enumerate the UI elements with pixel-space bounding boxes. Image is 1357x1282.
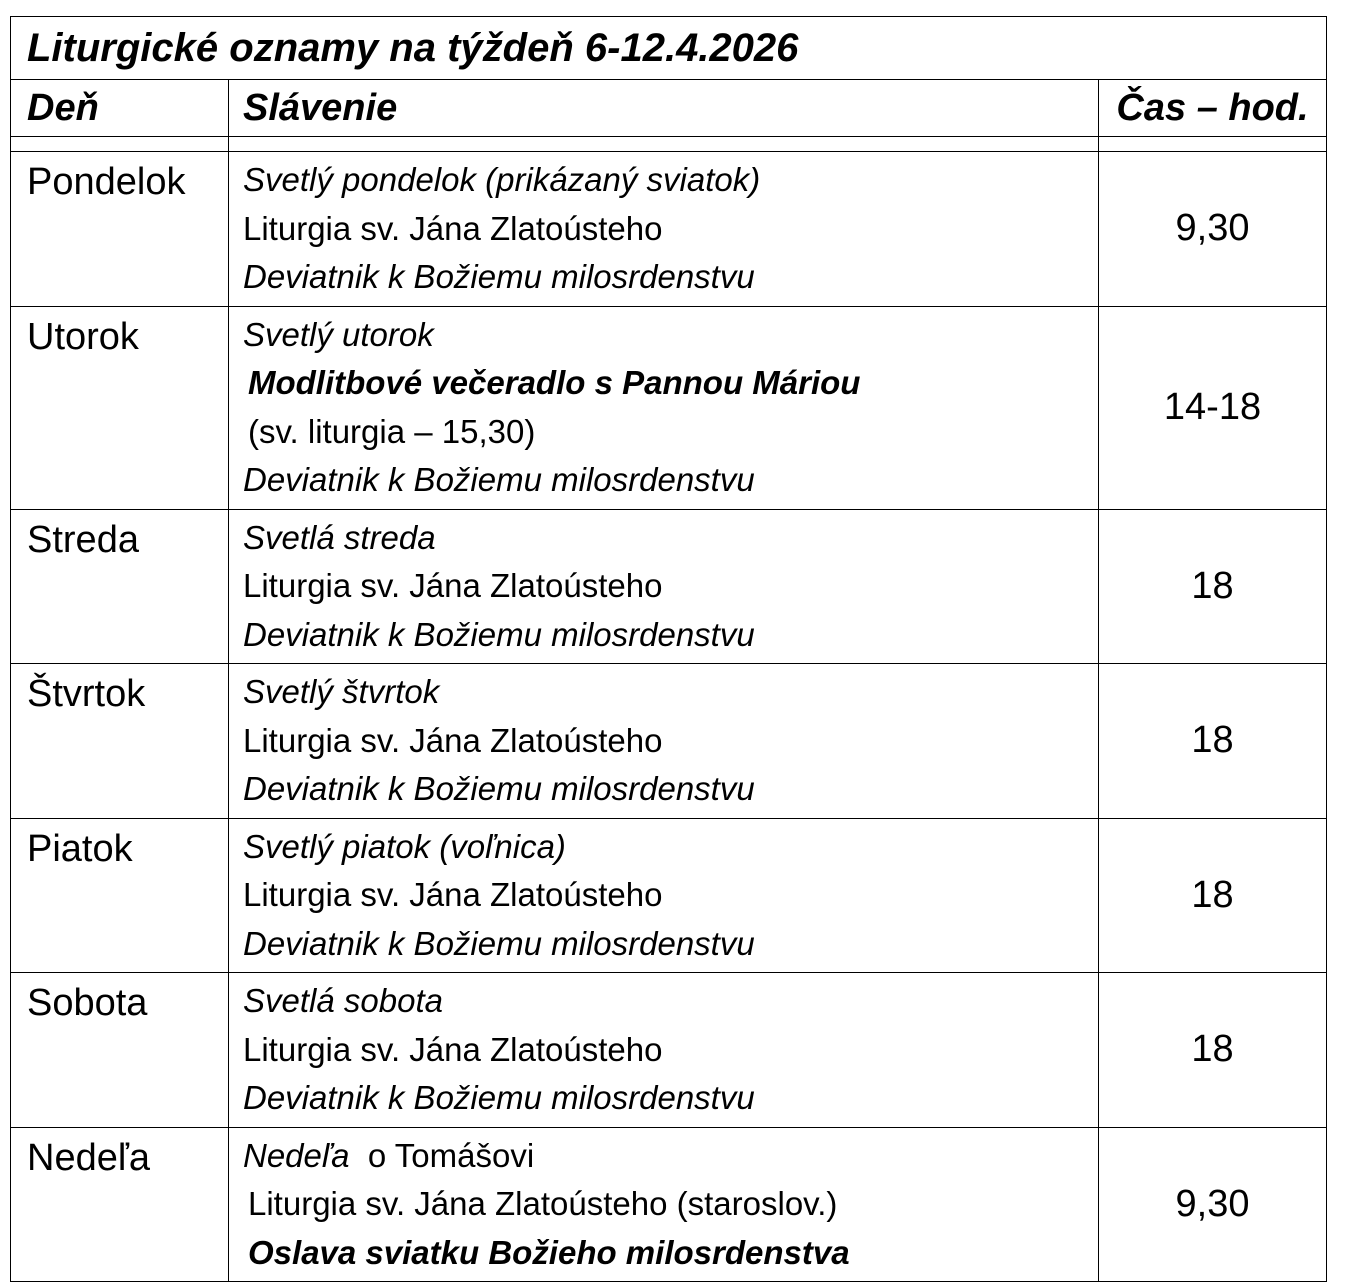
- celebration-line-text: Svetlý štvrtok: [243, 673, 440, 710]
- day-cell: Nedeľa: [11, 1127, 229, 1282]
- celebration-line: [243, 311, 1098, 360]
- celebration-line: [243, 156, 1098, 205]
- celebration-line: [243, 514, 1098, 563]
- announcement-sheet: [10, 16, 1326, 1282]
- celebration-line-text: Svetlá sobota: [243, 982, 443, 1019]
- celebration-line: [243, 359, 1098, 408]
- title-row: [11, 17, 1327, 80]
- spacer-cell: [229, 137, 1099, 152]
- day-cell: Pondelok: [11, 152, 229, 307]
- day-cell: Sobota: [11, 973, 229, 1128]
- celebration-line-text: Modlitbové večeradlo s Pannou Máriou: [248, 364, 861, 401]
- celebration-line-text: (sv. liturgia – 15,30): [248, 412, 536, 450]
- celebration-line: [243, 253, 1098, 302]
- table-row: [11, 306, 1327, 509]
- celebration-line: [243, 717, 1098, 766]
- time-cell: 9,30: [1099, 152, 1327, 307]
- table-row: [11, 1127, 1327, 1282]
- celebration-cell: [229, 973, 1099, 1128]
- celebration-line-text: Liturgia sv. Jána Zlatoústeho: [243, 721, 663, 759]
- celebration-line-text: Svetlá streda: [243, 518, 436, 556]
- celebration-line-text: Oslava sviatku Božieho milosrdenstva: [248, 1233, 850, 1271]
- celebration-line-text: Deviatnik k Božiemu milosrdenstvu: [243, 615, 755, 653]
- celebration-line-text: Deviatnik k Božiemu milosrdenstvu: [243, 924, 755, 962]
- celebration-line: [243, 871, 1098, 920]
- celebration-line: [243, 408, 1098, 457]
- day-cell: Utorok: [11, 306, 229, 509]
- celebration-line-text: Deviatnik k Božiemu milosrdenstvu: [243, 1079, 755, 1116]
- time-cell: 18: [1099, 664, 1327, 819]
- celebration-line-text: Liturgia sv. Jána Zlatoústeho (staroslov.): [248, 1185, 838, 1222]
- celebration-cell: [229, 1127, 1099, 1282]
- celebration-cell: [229, 664, 1099, 819]
- header-row: [11, 80, 1327, 137]
- celebration-cell: [229, 306, 1099, 509]
- celebration-line-text: Deviatnik k Božiemu milosrdenstvu: [243, 770, 755, 807]
- celebration-line: [243, 1132, 1098, 1181]
- celebration-line: [243, 1180, 1098, 1229]
- celebration-line: [243, 456, 1098, 505]
- table-row: [11, 973, 1327, 1128]
- time-cell: 9,30: [1099, 1127, 1327, 1282]
- celebration-line: [243, 1074, 1098, 1123]
- spacer-row: [11, 137, 1327, 152]
- day-cell: Piatok: [11, 818, 229, 973]
- celebration-line: [243, 205, 1098, 254]
- day-cell: Štvrtok: [11, 664, 229, 819]
- celebration-cell: [229, 818, 1099, 973]
- page-title: Liturgické oznamy na týždeň 6-12.4.2026: [11, 17, 1327, 80]
- table-row: [11, 509, 1327, 664]
- celebration-line-text: Liturgia sv. Jána Zlatoústeho: [243, 1030, 663, 1068]
- celebration-cell: [229, 509, 1099, 664]
- time-cell: 18: [1099, 973, 1327, 1128]
- celebration-line-text: Liturgia sv. Jána Zlatoústeho: [243, 209, 663, 247]
- header-time: Čas – hod.: [1099, 80, 1327, 137]
- celebration-line: [243, 668, 1098, 717]
- celebration-line: [243, 1026, 1098, 1075]
- celebration-line: [243, 765, 1098, 814]
- celebration-cell: [229, 152, 1099, 307]
- header-day: Deň: [11, 80, 229, 137]
- table-row: [11, 152, 1327, 307]
- celebration-line-text: Liturgia sv. Jána Zlatoústeho: [243, 567, 663, 604]
- spacer-cell: [11, 137, 229, 152]
- celebration-line-text: Deviatnik k Božiemu milosrdenstvu: [243, 461, 755, 498]
- time-cell: 18: [1099, 818, 1327, 973]
- time-cell: 18: [1099, 509, 1327, 664]
- table-row: [11, 664, 1327, 819]
- celebration-line-text: Nedeľa: [243, 1136, 350, 1174]
- schedule-table: [10, 16, 1327, 1282]
- celebration-line-text: Deviatnik k Božiemu milosrdenstvu: [243, 258, 755, 295]
- spacer-cell: [1099, 137, 1327, 152]
- celebration-line: [243, 920, 1098, 969]
- celebration-line: [243, 823, 1098, 872]
- time-cell: 14-18: [1099, 306, 1327, 509]
- celebration-line-text: Svetlý utorok: [243, 315, 434, 353]
- celebration-line: [243, 611, 1098, 660]
- celebration-line-text: Liturgia sv. Jána Zlatoústeho: [243, 876, 663, 913]
- celebration-line-text: Svetlý pondelok (prikázaný sviatok): [243, 161, 761, 198]
- day-cell: Streda: [11, 509, 229, 664]
- celebration-line-suffix: o Tomášovi: [349, 1136, 535, 1174]
- celebration-line: [243, 1229, 1098, 1278]
- header-celebration: Slávenie: [229, 80, 1099, 137]
- celebration-line: [243, 562, 1098, 611]
- table-row: [11, 818, 1327, 973]
- celebration-line-text: Svetlý piatok (voľnica): [243, 827, 566, 865]
- celebration-line: [243, 977, 1098, 1026]
